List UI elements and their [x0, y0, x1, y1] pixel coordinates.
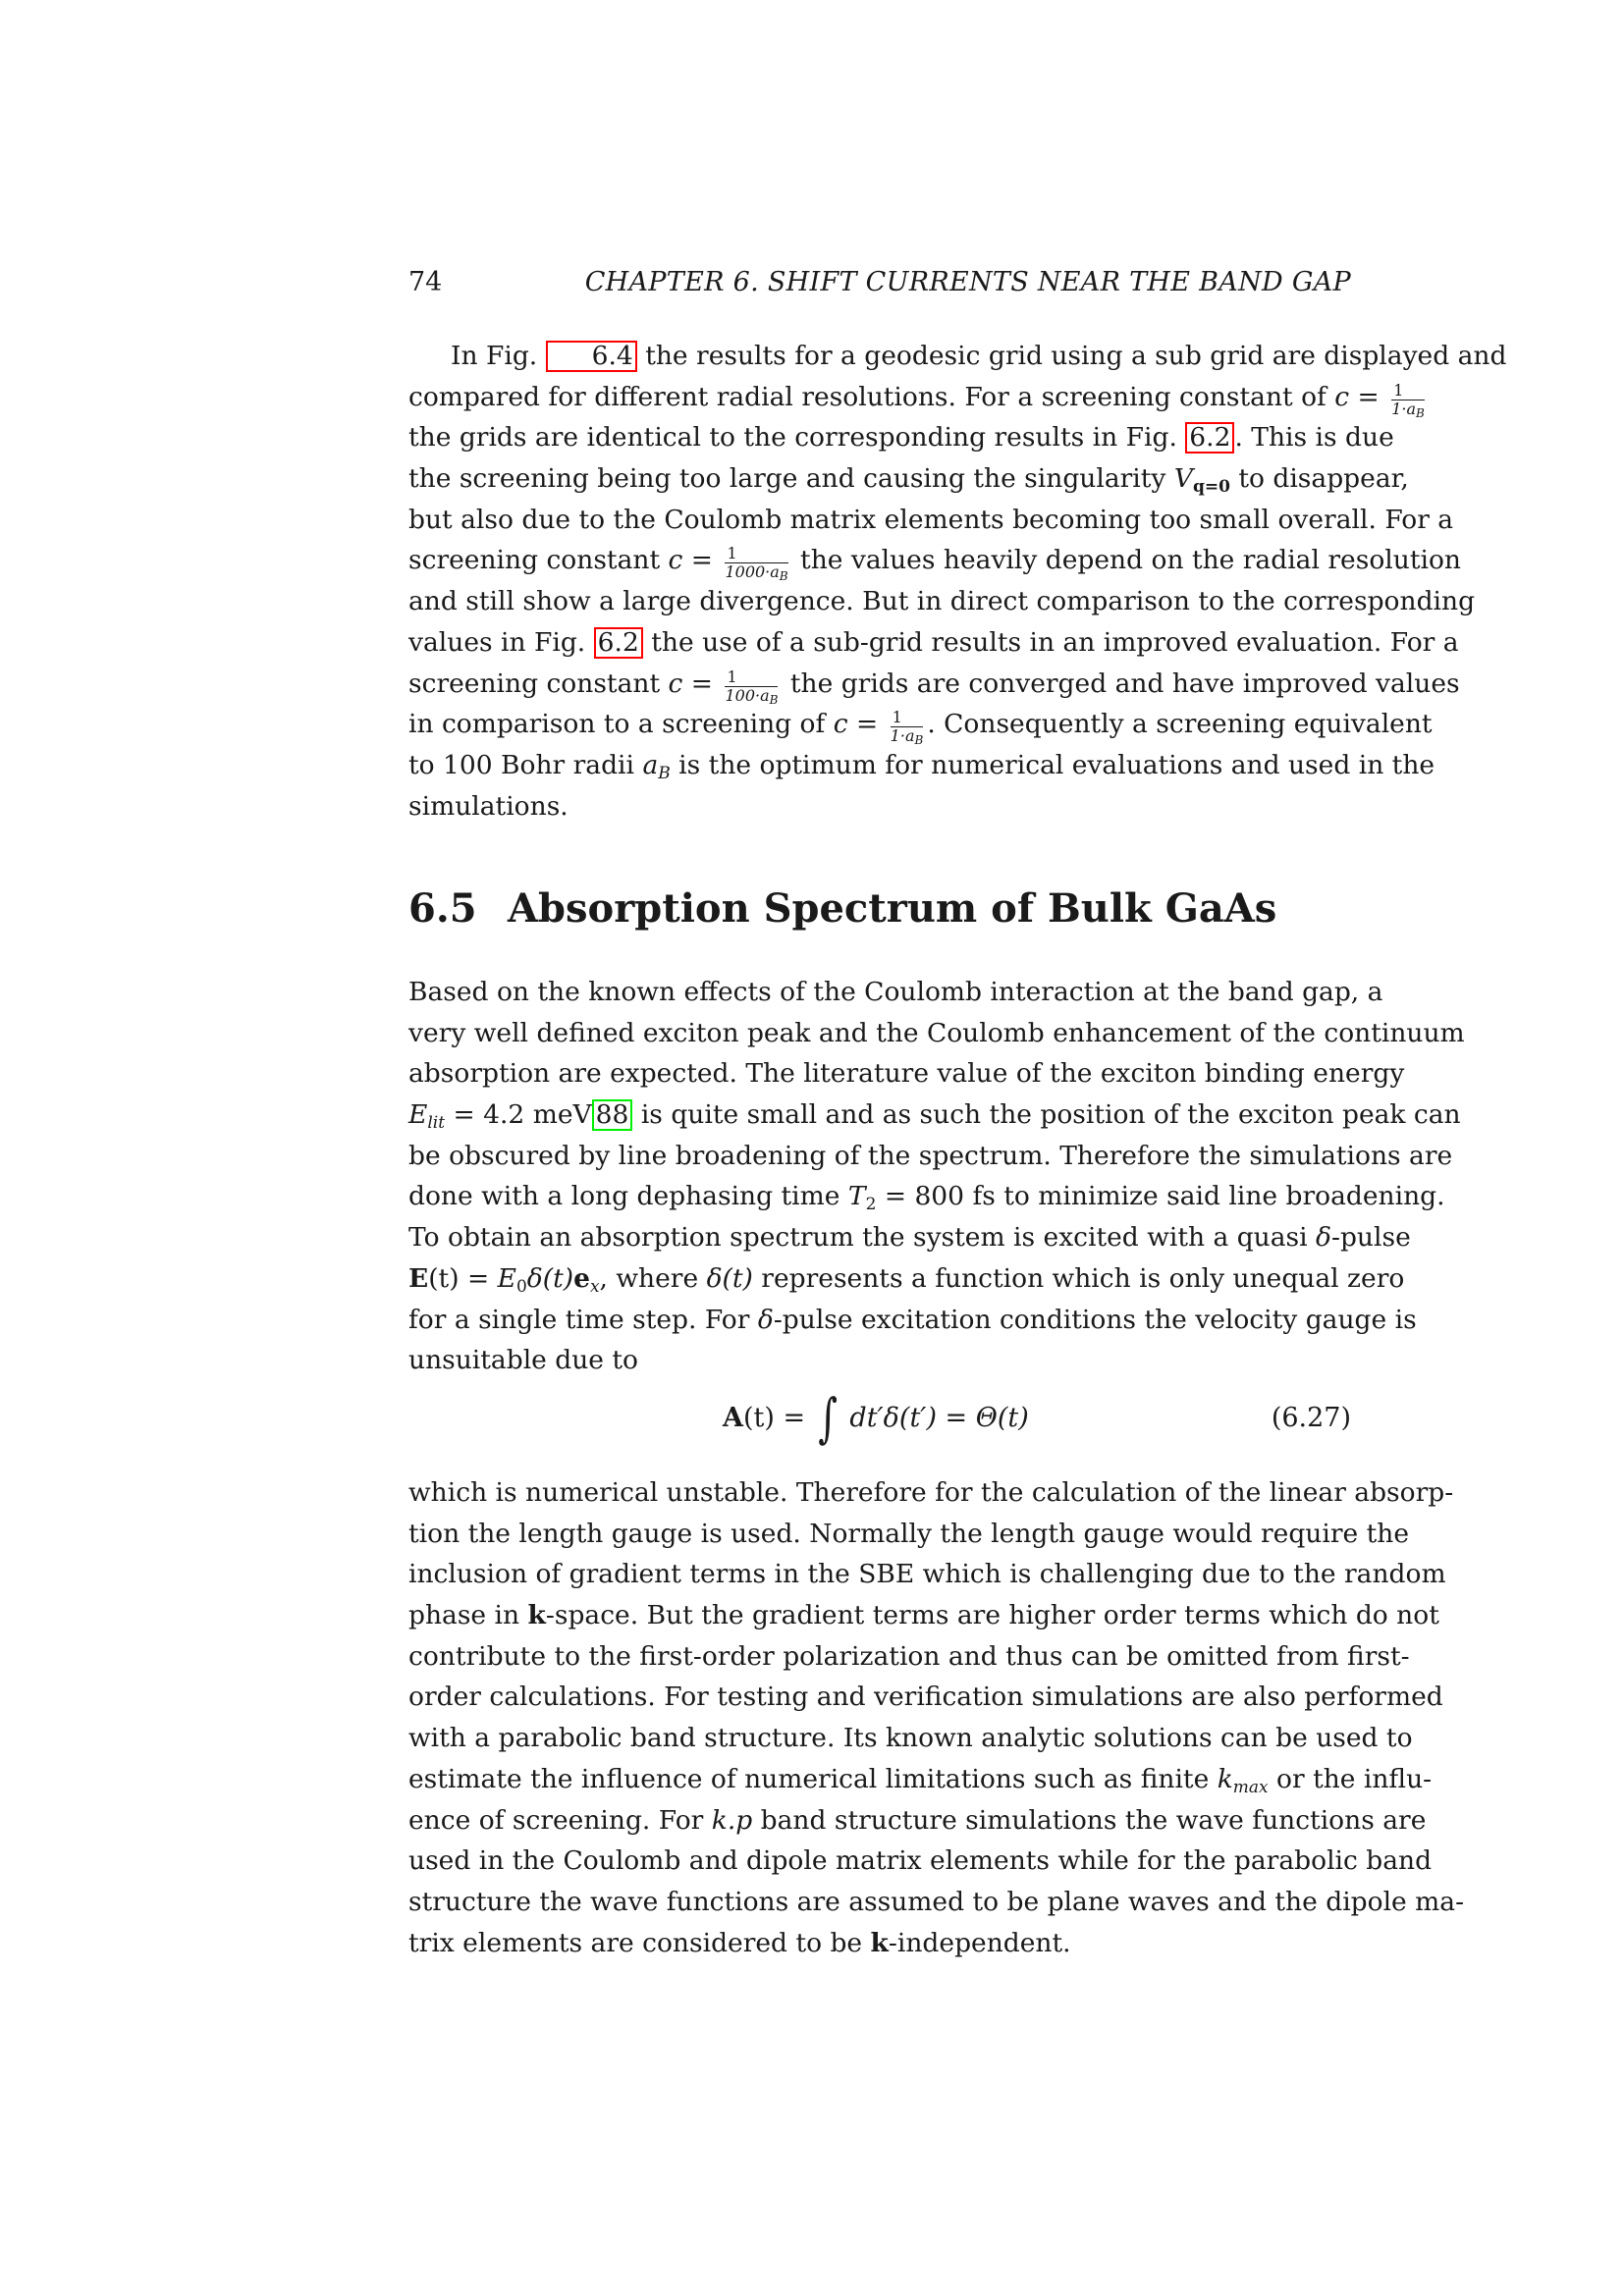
- text-line: order calculations. For testing and verification simulations are also performed: [408, 1682, 1443, 1713]
- section-title: Absorption Spectrum of Bulk GaAs: [508, 885, 1277, 932]
- chapter-title: CHAPTER 6. SHIFT CURRENTS NEAR THE BAND GAP: [584, 267, 1351, 297]
- integral-symbol: ∫: [817, 1387, 838, 1449]
- text-line: but also due to the Coulomb matrix elements becoming too small overall. For a: [408, 504, 1454, 535]
- text-line: compared for different radial resolutions. For a screening constant of c = $\frac{1}{1\cdot aB}$: [408, 380, 1425, 420]
- equation-number: (6.27): [1271, 1403, 1351, 1433]
- text-line: with a parabolic band structure. Its known analytic solutions can be used to: [408, 1723, 1413, 1754]
- text-line: Based on the known effects of the Coulomb interaction at the band gap, a: [408, 977, 1383, 1007]
- text-line: which is numerical unstable. Therefore for the calculation of the linear absorp-: [408, 1477, 1454, 1508]
- text-line: used in the Coulomb and dipole matrix elements while for the parabolic band: [408, 1845, 1433, 1877]
- text-line: and still show a large divergence. But in direct comparison to the corresponding: [408, 586, 1476, 617]
- text-line: $E_{lit} = 4.2$ meV 88 is quite small and as such the position of the exciton peak can: [408, 1099, 1461, 1134]
- equation-6-27: [408, 1384, 1351, 1453]
- section-number: 6.5: [408, 885, 477, 932]
- text-line: ence of screening. For k.p band structure simulations the wave functions are: [408, 1804, 1427, 1836]
- text-line: screening constant c = $\frac{1}{1000\cdot aB}$ the values heavily depend on the radial resolution: [408, 544, 1461, 584]
- fraction: $\frac{1}{1\cdot aB}$: [890, 708, 924, 748]
- text-line: to 100 Bohr radii $a_B$ is the optimum for numerical evaluations and used in the: [408, 749, 1435, 783]
- text-line: estimate the influence of numerical limitations such as finite $k_{max}$ or the influ-: [408, 1763, 1433, 1797]
- text-line: values in Fig. 6.2 the use of a sub-grid results in an improved evaluation. For a: [408, 626, 1459, 658]
- fraction: $\frac{1}{100\cdot aB}$: [725, 667, 779, 707]
- text-line: To obtain an absorption spectrum the system is excited with a quasi δ-pulse: [408, 1222, 1411, 1254]
- fraction: $\frac{1}{1000\cdot aB}$: [725, 544, 788, 584]
- text-line: done with a long dephasing time $T_2 = 800$ fs to minimize said line broadening.: [408, 1181, 1445, 1215]
- text-line: contribute to the first-order polarization and thus can be omitted from first-: [408, 1640, 1410, 1672]
- section-heading: [408, 880, 1351, 938]
- paragraph-1: [408, 336, 1507, 827]
- paragraph-3: [408, 1472, 1465, 1963]
- figure-ref-6-2[interactable]: 6.2: [1185, 422, 1234, 454]
- text-line: in comparison to a screening of c = $\frac{1}{1\cdot aB}$ . Consequently a screening equivalent: [408, 708, 1433, 748]
- text-line: $E(t) = E_0\delta(t)e_x$, where δ(t) represents a function which is only unequal zero: [408, 1262, 1405, 1297]
- text-line: phase in k-space. But the gradient terms are higher order terms which do not: [408, 1600, 1439, 1631]
- text-line: simulations.: [408, 790, 568, 822]
- equation-body: A(t) = ∫ dt′δ(t′) = Θ(t): [723, 1387, 1029, 1449]
- page-number: 74: [408, 267, 443, 297]
- text-line: for a single time step. For δ-pulse excitation conditions the velocity gauge is: [408, 1304, 1417, 1335]
- text-line: unsuitable due to: [408, 1345, 639, 1376]
- text-line: inclusion of gradient terms in the SBE which is challenging due to the random: [408, 1559, 1446, 1590]
- figure-ref-6-4[interactable]: 6.4: [546, 341, 637, 372]
- text-line: absorption are expected. The literature value of the exciton binding energy: [408, 1058, 1405, 1090]
- running-header: [408, 263, 1351, 302]
- text-line: the screening being too large and causing the singularity $V_{q=0}$ to disappear,: [408, 463, 1409, 498]
- text-line: tion the length gauge is used. Normally the length gauge would require the: [408, 1518, 1410, 1549]
- paragraph-2: [408, 972, 1465, 1381]
- text-line: In Fig. 6.4 the results for a geodesic grid using a sub grid are displayed and: [451, 341, 1507, 371]
- figure-ref-6-2[interactable]: 6.2: [594, 627, 643, 659]
- text-line: trix elements are considered to be k-independent.: [408, 1927, 1071, 1958]
- text-line: be obscured by line broadening of the spectrum. Therefore the simulations are: [408, 1140, 1453, 1171]
- text-line: structure the wave functions are assumed to be plane waves and the dipole ma-: [408, 1886, 1465, 1917]
- text-line: screening constant c = $\frac{1}{100\cdot aB}$ the grids are converged and have improved values: [408, 667, 1460, 707]
- fraction: $\frac{1}{1\cdot aB}$: [1391, 380, 1425, 420]
- text-line: very well defined exciton peak and the Coulomb enhancement of the continuum: [408, 1017, 1465, 1048]
- text-line: the grids are identical to the corresponding results in Fig. 6.2 . This is due: [408, 422, 1394, 454]
- citation-ref-88[interactable]: 88: [592, 1099, 633, 1131]
